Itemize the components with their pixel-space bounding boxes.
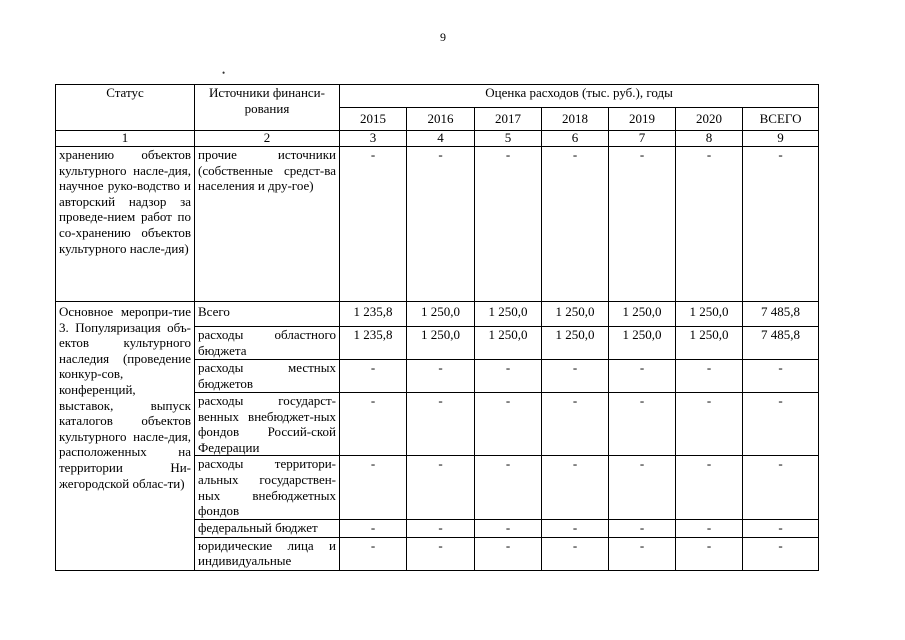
value-cell: - <box>609 537 676 570</box>
total-header: ВСЕГО <box>743 108 819 131</box>
value-cell: - <box>676 537 743 570</box>
year-header: 2019 <box>609 108 676 131</box>
source-cell: расходы территори-альных государствен-ных внебюджетных фондов <box>195 456 340 519</box>
value-cell: - <box>609 147 676 302</box>
value-cell: - <box>407 147 475 302</box>
value-cell: - <box>475 360 542 393</box>
source-cell: расходы государст-венных внебюджет-ных фондов Россий-ской Федерации <box>195 393 340 456</box>
value-cell: - <box>609 456 676 519</box>
value-cell: - <box>743 147 819 302</box>
value-cell: - <box>676 456 743 519</box>
value-cell: 1 250,0 <box>676 302 743 327</box>
column-number: 8 <box>676 131 743 147</box>
value-cell: - <box>407 537 475 570</box>
source-cell: федеральный бюджет <box>195 519 340 537</box>
value-cell: - <box>676 360 743 393</box>
value-cell: - <box>676 393 743 456</box>
year-header: 2017 <box>475 108 542 131</box>
value-cell: - <box>340 519 407 537</box>
value-cell: 1 250,0 <box>676 327 743 360</box>
value-cell: - <box>743 456 819 519</box>
scan-mark: • <box>222 68 226 78</box>
column-number: 7 <box>609 131 676 147</box>
value-cell: - <box>743 519 819 537</box>
value-cell: 1 250,0 <box>609 327 676 360</box>
activity-status-cell: Основное меропри-тие 3. Популяризация объ-ектов культурного наследия (проведение конкур-сов, конференций, выставок, выпуск каталогов объектов культурного насле-дия, расположенных на территории Ни-жегородской облас-ти) <box>56 302 195 571</box>
value-cell: - <box>542 519 609 537</box>
value-cell: 1 250,0 <box>407 302 475 327</box>
column-number: 2 <box>195 131 340 147</box>
year-header: 2015 <box>340 108 407 131</box>
value-cell: 1 250,0 <box>475 327 542 360</box>
value-cell: - <box>542 147 609 302</box>
year-header: 2016 <box>407 108 475 131</box>
value-cell: - <box>676 147 743 302</box>
value-cell: - <box>542 393 609 456</box>
column-number: 3 <box>340 131 407 147</box>
value-cell: 1 250,0 <box>407 327 475 360</box>
source-cell: юридические лица и индивидуальные <box>195 537 340 570</box>
source-cell: расходы местных бюджетов <box>195 360 340 393</box>
value-cell: - <box>542 537 609 570</box>
source-cell: прочие источники (собственные средст-ва населения и дру-гое) <box>195 147 340 302</box>
estimate-header: Оценка расходов (тыс. руб.), годы <box>340 85 819 108</box>
column-number: 9 <box>743 131 819 147</box>
value-cell: - <box>407 456 475 519</box>
table-row <box>56 147 819 302</box>
value-cell: - <box>542 360 609 393</box>
value-cell: 7 485,8 <box>743 327 819 360</box>
value-cell: - <box>676 519 743 537</box>
column-number: 4 <box>407 131 475 147</box>
table-row <box>56 302 819 327</box>
column-number: 6 <box>542 131 609 147</box>
column-number-row <box>56 131 819 147</box>
value-cell: - <box>340 147 407 302</box>
source-cell: расходы областного бюджета <box>195 327 340 360</box>
budget-table <box>55 84 819 571</box>
page-number: 9 <box>440 30 446 44</box>
value-cell: 1 250,0 <box>475 302 542 327</box>
value-cell: - <box>609 360 676 393</box>
value-cell: - <box>407 519 475 537</box>
value-cell: - <box>407 393 475 456</box>
value-cell: - <box>743 537 819 570</box>
value-cell: 1 250,0 <box>542 302 609 327</box>
value-cell: - <box>609 393 676 456</box>
value-cell: 1 235,8 <box>340 302 407 327</box>
sources-header: Источники финанси-рования <box>195 85 340 131</box>
status-cell: хранению объектов культурного насле-дия, научное руко-водство и авторский надзор за проведе-нием работ по со-хранению объектов культурного насле-дия) <box>56 147 195 302</box>
value-cell: 1 250,0 <box>542 327 609 360</box>
source-cell: Всего <box>195 302 340 327</box>
value-cell: - <box>475 537 542 570</box>
value-cell: - <box>475 393 542 456</box>
value-cell: - <box>475 147 542 302</box>
year-header: 2018 <box>542 108 609 131</box>
column-number: 1 <box>56 131 195 147</box>
value-cell: 1 250,0 <box>609 302 676 327</box>
header-row <box>56 85 819 108</box>
value-cell: - <box>609 519 676 537</box>
value-cell: - <box>340 360 407 393</box>
value-cell: - <box>340 537 407 570</box>
column-number: 5 <box>475 131 542 147</box>
status-header: Статус <box>56 85 195 131</box>
value-cell: - <box>475 456 542 519</box>
value-cell: - <box>407 360 475 393</box>
value-cell: - <box>340 393 407 456</box>
value-cell: 1 235,8 <box>340 327 407 360</box>
value-cell: 7 485,8 <box>743 302 819 327</box>
value-cell: - <box>475 519 542 537</box>
year-header: 2020 <box>676 108 743 131</box>
value-cell: - <box>542 456 609 519</box>
value-cell: - <box>743 360 819 393</box>
value-cell: - <box>340 456 407 519</box>
value-cell: - <box>743 393 819 456</box>
